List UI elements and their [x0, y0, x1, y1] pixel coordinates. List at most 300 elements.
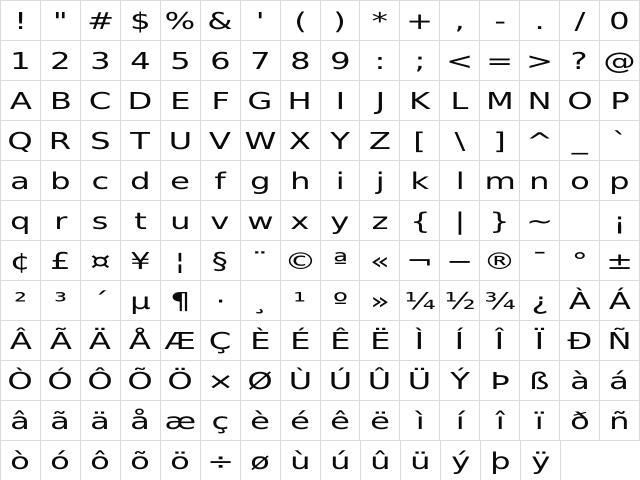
glyph-cell: [400, 41, 440, 81]
glyph-cell: [41, 241, 81, 281]
glyph: E: [170, 89, 191, 115]
glyph-cell: [41, 361, 81, 401]
glyph-cell: [360, 121, 400, 161]
glyph: §: [212, 249, 229, 275]
glyph-cell: [521, 441, 561, 480]
glyph-cell: [360, 41, 400, 81]
glyph: ²: [13, 289, 27, 315]
glyph: #: [86, 9, 114, 35]
glyph-cell: [560, 41, 600, 81]
glyph: å: [130, 409, 151, 435]
glyph-cell: [201, 121, 241, 161]
glyph: l: [455, 169, 465, 195]
glyph-cell: [520, 201, 560, 241]
glyph: ë: [369, 409, 390, 435]
glyph-cell: [281, 241, 321, 281]
glyph-cell: [161, 161, 201, 201]
glyph: -: [493, 9, 506, 35]
glyph-cell: [81, 401, 121, 441]
glyph-cell: [520, 161, 560, 201]
glyph: b: [50, 169, 71, 195]
glyph: C: [89, 89, 112, 115]
glyph: F: [210, 89, 230, 115]
charmap-row: [1, 81, 640, 121]
glyph: Ü: [408, 369, 432, 395]
glyph-cell: [241, 201, 281, 241]
glyph-cell: [361, 441, 401, 480]
glyph: ¥: [130, 249, 151, 275]
glyph-cell: [241, 281, 281, 321]
glyph: ¦: [174, 249, 186, 275]
glyph: é: [290, 409, 310, 435]
glyph: ¬: [406, 249, 434, 275]
glyph: A: [9, 89, 32, 115]
glyph-cell: [41, 401, 81, 441]
glyph: p: [609, 169, 630, 195]
glyph-cell: [481, 441, 521, 480]
glyph-cell: [41, 441, 81, 480]
glyph-cell: [440, 321, 480, 361]
glyph-cell: [520, 321, 560, 361]
glyph: æ: [164, 409, 197, 435]
glyph-cell: [201, 361, 241, 401]
glyph: {: [409, 209, 431, 235]
glyph: H: [287, 89, 313, 115]
glyph: 3: [90, 49, 111, 75]
charmap-row: [1, 241, 640, 281]
glyph-cell: [241, 361, 281, 401]
glyph: ¼: [404, 289, 436, 315]
glyph-cell: [360, 281, 400, 321]
glyph: ¹: [293, 289, 307, 315]
glyph: Ú: [328, 369, 352, 395]
glyph: 7: [249, 49, 271, 75]
glyph: T: [130, 129, 151, 155]
glyph-cell: [321, 1, 361, 41]
glyph-cell: [520, 401, 560, 441]
glyph-cell: [400, 361, 440, 401]
charmap-row: [1, 361, 640, 401]
glyph-cell: [201, 241, 241, 281]
glyph: *: [371, 9, 388, 35]
glyph: ¯: [531, 249, 548, 275]
glyph: ]: [493, 129, 506, 155]
glyph: Þ: [489, 369, 510, 395]
glyph: _: [571, 129, 588, 155]
glyph: |: [454, 209, 466, 235]
glyph-cell: [41, 201, 81, 241]
glyph-cell: [360, 321, 400, 361]
glyph-cell: [201, 41, 241, 81]
glyph-cell: [241, 121, 281, 161]
glyph-cell: [1, 161, 41, 201]
glyph: K: [409, 89, 431, 115]
glyph-cell: [1, 241, 41, 281]
glyph-cell: [281, 1, 321, 41]
glyph: +: [406, 9, 434, 35]
charmap-row: [1, 201, 640, 241]
glyph-cell: [480, 361, 520, 401]
glyph: 9: [329, 49, 351, 75]
glyph-cell: [281, 321, 321, 361]
glyph-cell: [121, 441, 161, 480]
glyph: ü: [410, 449, 431, 475]
glyph-cell: [321, 41, 361, 81]
glyph: ?: [571, 49, 589, 75]
glyph: ô: [90, 449, 111, 475]
glyph-cell: [321, 241, 361, 281]
glyph: µ: [130, 289, 151, 315]
glyph: ~: [526, 209, 554, 235]
glyph-cell: [81, 1, 121, 41]
charmap-row: [1, 441, 640, 480]
glyph-cell: [81, 161, 121, 201]
glyph: d: [130, 169, 151, 195]
glyph-cell: [360, 361, 400, 401]
glyph: É: [289, 329, 311, 355]
glyph-cell: [321, 361, 361, 401]
glyph-cell: [520, 41, 560, 81]
glyph: Z: [368, 129, 391, 155]
glyph-cell: [560, 1, 600, 41]
glyph-cell: [41, 81, 81, 121]
glyph: i: [335, 169, 345, 195]
glyph-cell: [441, 441, 481, 480]
glyph-cell: [520, 241, 560, 281]
glyph: °: [571, 249, 588, 275]
glyph-cell: [480, 81, 520, 121]
glyph-cell: [401, 441, 441, 480]
glyph: M: [485, 89, 514, 115]
glyph: t: [133, 209, 147, 235]
glyph-cell: [241, 1, 281, 41]
glyph: Ù: [288, 369, 312, 395]
glyph: Æ: [164, 329, 196, 355]
glyph-cell: [201, 321, 241, 361]
glyph-cell: [81, 121, 121, 161]
glyph-cell: [241, 321, 281, 361]
glyph-cell: [560, 281, 600, 321]
glyph-cell: [281, 121, 321, 161]
glyph: ×: [206, 369, 234, 395]
glyph: ": [52, 9, 68, 35]
glyph: ÿ: [530, 449, 551, 475]
glyph: Q: [7, 129, 34, 155]
glyph-cell: [81, 201, 121, 241]
glyph: â: [10, 409, 31, 435]
glyph: 6: [209, 49, 231, 75]
glyph-cell: [321, 121, 361, 161]
glyph-cell: [281, 81, 321, 121]
glyph-cell: [360, 1, 400, 41]
glyph-cell: [161, 241, 201, 281]
charmap-row: [1, 161, 640, 201]
glyph-cell: [41, 321, 81, 361]
glyph: h: [289, 169, 311, 195]
glyph-cell: [400, 161, 440, 201]
glyph-cell: [400, 121, 440, 161]
glyph-cell: [121, 121, 161, 161]
glyph-cell: [440, 241, 480, 281]
glyph-cell: [281, 201, 321, 241]
glyph: Ô: [87, 369, 114, 395]
glyph-cell: [321, 201, 361, 241]
glyph-cell: [121, 161, 161, 201]
glyph-cell: [161, 81, 201, 121]
glyph: Ì: [415, 329, 425, 355]
glyph: s: [91, 209, 109, 235]
glyph: ì: [415, 409, 425, 435]
glyph: ò: [10, 449, 31, 475]
glyph: X: [288, 129, 312, 155]
glyph-cell: [281, 441, 321, 480]
charmap-row: [1, 281, 640, 321]
glyph-cell: [480, 281, 520, 321]
glyph: w: [246, 209, 274, 235]
glyph: ý: [450, 449, 471, 475]
charmap-row: [1, 1, 640, 41]
glyph-cell: [1, 401, 41, 441]
glyph-cell: [1, 321, 41, 361]
glyph-cell: [560, 121, 600, 161]
glyph: Ò: [7, 369, 34, 395]
glyph: ð: [569, 409, 590, 435]
glyph-cell: [440, 1, 480, 41]
glyph-cell: [360, 161, 400, 201]
glyph: S: [90, 129, 111, 155]
glyph-cell: [560, 321, 600, 361]
glyph: g: [249, 169, 271, 195]
glyph: B: [49, 89, 72, 115]
glyph: ª: [332, 249, 348, 275]
glyph-cell: [201, 81, 241, 121]
glyph: D: [127, 89, 153, 115]
glyph-cell: [480, 121, 520, 161]
glyph: Ó: [47, 369, 74, 395]
glyph-cell: [121, 401, 161, 441]
glyph-cell: [520, 361, 560, 401]
glyph-cell: [1, 201, 41, 241]
glyph-cell: [560, 161, 600, 201]
glyph-cell: [81, 441, 121, 480]
glyph: m: [484, 169, 516, 195]
glyph-cell: [360, 201, 400, 241]
glyph: ç: [211, 409, 230, 435]
glyph-cell: [400, 241, 440, 281]
glyph: J: [375, 89, 385, 115]
glyph: ä: [90, 409, 111, 435]
glyph: ß: [529, 369, 550, 395]
glyph: Â: [9, 329, 32, 355]
glyph-cell: [440, 121, 480, 161]
glyph: −: [446, 249, 474, 275]
glyph: [: [413, 129, 427, 155]
glyph-cell: [560, 361, 600, 401]
glyph: ©: [283, 249, 317, 275]
glyph-cell: [1, 1, 41, 41]
glyph-cell: [480, 1, 520, 41]
glyph: ;: [414, 49, 426, 75]
glyph-cell: [121, 361, 161, 401]
glyph-cell: [1, 441, 41, 480]
glyph-cell: [201, 441, 241, 480]
glyph: Ã: [49, 329, 72, 355]
glyph: r: [53, 209, 68, 235]
glyph-cell: [121, 81, 161, 121]
glyph: þ: [490, 449, 511, 475]
glyph: 2: [50, 49, 71, 75]
glyph: v: [210, 209, 230, 235]
glyph: Å: [129, 329, 152, 355]
glyph-cell: [41, 161, 81, 201]
glyph: ï: [535, 409, 545, 435]
glyph: 1: [10, 49, 31, 75]
glyph: î: [495, 409, 505, 435]
glyph: a: [10, 169, 31, 195]
glyph: ¤: [90, 249, 111, 275]
glyph-cell: [400, 81, 440, 121]
glyph-cell: [480, 321, 520, 361]
glyph-cell: [560, 81, 600, 121]
charmap-row: [1, 41, 640, 81]
glyph: Y: [330, 129, 350, 155]
glyph: <: [446, 49, 474, 75]
glyph-cell: [41, 1, 81, 41]
glyph-cell: [121, 201, 161, 241]
glyph: è: [250, 409, 271, 435]
glyph-cell: [81, 41, 121, 81]
glyph: Î: [494, 329, 505, 355]
glyph: ¢: [10, 249, 31, 275]
glyph: P: [609, 89, 630, 115]
glyph: &: [207, 9, 233, 35]
glyph: o: [569, 169, 590, 195]
glyph-cell: [1, 361, 41, 401]
glyph-cell: [600, 281, 640, 321]
glyph-cell: [1, 41, 41, 81]
glyph-cell: [321, 81, 361, 121]
glyph: û: [370, 449, 391, 475]
glyph-cell: [600, 41, 640, 81]
glyph-cell: [321, 161, 361, 201]
glyph: ¸: [252, 289, 269, 315]
glyph: Ê: [329, 329, 351, 355]
glyph-cell: [121, 321, 161, 361]
glyph-cell: [400, 401, 440, 441]
glyph-cell: [400, 321, 440, 361]
glyph: Ç: [208, 329, 232, 355]
glyph-cell: [440, 201, 480, 241]
glyph-cell: [121, 241, 161, 281]
glyph-cell: [600, 81, 640, 121]
glyph: ø: [250, 449, 271, 475]
glyph: Ñ: [607, 329, 632, 355]
glyph: à: [569, 369, 590, 395]
glyph: ·: [215, 289, 226, 315]
glyph: c: [91, 169, 110, 195]
glyph: »: [370, 289, 390, 315]
glyph: 5: [169, 49, 191, 75]
glyph: Ï: [534, 329, 545, 355]
glyph-cell-empty: [560, 201, 600, 241]
glyph: U: [168, 129, 193, 155]
glyph-cell: [41, 281, 81, 321]
glyph-cell: [1, 281, 41, 321]
glyph-cell: [161, 441, 201, 480]
glyph: I: [335, 89, 345, 115]
charmap-row: [1, 121, 640, 161]
glyph: R: [49, 129, 72, 155]
glyph: /: [574, 9, 586, 35]
glyph: n: [529, 169, 550, 195]
glyph: `: [611, 129, 628, 155]
glyph-cell: [201, 201, 241, 241]
glyph-cell: [241, 41, 281, 81]
glyph-cell: [440, 81, 480, 121]
glyph-cell: [600, 161, 640, 201]
glyph: ¾: [484, 289, 516, 315]
glyph-cell: [480, 41, 520, 81]
glyph: !: [13, 9, 27, 35]
glyph: õ: [130, 449, 151, 475]
glyph: ù: [290, 449, 311, 475]
glyph: Ë: [369, 329, 391, 355]
glyph-cell: [161, 281, 201, 321]
glyph: ú: [330, 449, 351, 475]
glyph: O: [566, 89, 593, 115]
glyph: 8: [289, 49, 311, 75]
glyph: \: [454, 129, 466, 155]
glyph: ö: [170, 449, 191, 475]
glyph-cell: [121, 1, 161, 41]
glyph: Õ: [127, 369, 153, 395]
glyph-cell: [480, 241, 520, 281]
glyph: G: [247, 89, 273, 115]
glyph-cell: [600, 121, 640, 161]
glyph: y: [330, 209, 350, 235]
glyph: Ø: [247, 369, 273, 395]
glyph: .: [534, 9, 545, 35]
glyph: À: [568, 289, 591, 315]
glyph: ã: [50, 409, 71, 435]
glyph: ^: [526, 129, 554, 155]
glyph-cell: [161, 41, 201, 81]
glyph: ): [333, 9, 347, 35]
glyph: %: [164, 9, 196, 35]
glyph-cell: [480, 161, 520, 201]
glyph-cell: [400, 1, 440, 41]
glyph-cell: [201, 281, 241, 321]
glyph-cell: [81, 241, 121, 281]
glyph: ó: [50, 449, 71, 475]
glyph-cell: [600, 201, 640, 241]
glyph-cell: [520, 81, 560, 121]
glyph: º: [332, 289, 348, 315]
glyph-cell: [600, 241, 640, 281]
glyph: x: [290, 209, 310, 235]
glyph: @: [603, 49, 636, 75]
glyph-cell: [520, 1, 560, 41]
glyph-cell: [281, 41, 321, 81]
glyph: ': [255, 9, 265, 35]
glyph-cell: [281, 281, 321, 321]
glyph: ¨: [252, 249, 269, 275]
glyph: ¡: [613, 209, 626, 235]
glyph: ê: [330, 409, 350, 435]
glyph-cell: [161, 321, 201, 361]
glyph: «: [370, 249, 390, 275]
charmap-row: [1, 321, 640, 361]
